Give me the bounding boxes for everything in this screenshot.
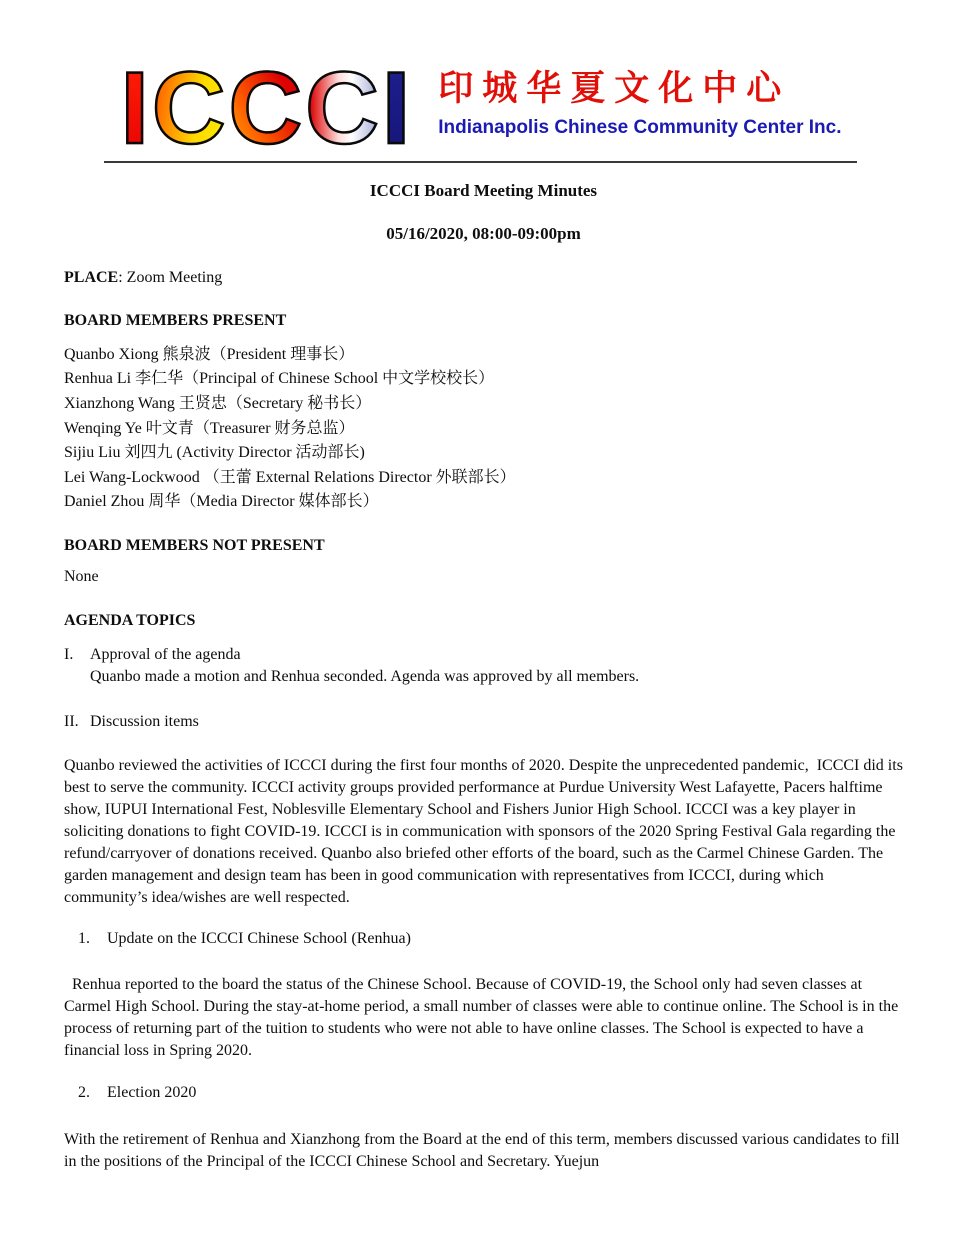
board-members-list [64, 343, 903, 515]
not-present-value: None [64, 567, 99, 585]
board-member-row: Renhua Li 李仁华（Principal of Chinese School 中文学校校长） [64, 370, 495, 388]
subitem-number: 1. [78, 929, 90, 947]
discussion-subitem-election [78, 1082, 903, 1104]
heading-board-members-present: BOARD MEMBERS PRESENT [64, 311, 287, 329]
agenda-item-body: Quanbo made a motion and Renhua seconded. Agenda was approved by all members. [90, 667, 640, 685]
board-member-row: Daniel Zhou 周华（Media Director 媒体部长） [64, 493, 379, 511]
meeting-datetime: 05/16/2020, 08:00-09:00pm [386, 223, 581, 243]
page-title: ICCCI Board Meeting Minutes [369, 180, 598, 200]
subitem-title: Election 2020 [107, 1083, 197, 1101]
place-label: PLACE [64, 268, 119, 286]
discussion-paragraph: Quanbo reviewed the activities of ICCCI during the first four months of 2020. Despite the unprecedented pandemic, ICCCI did its best to serve the community. ICCCI activity groups provided performance at Purdue University West Lafayette, Pacers halftime show, IUPUI International Fest, Noblesville Elementary School and Fishers Junior High School. ICCCI was a key player in soliciting donations to fight COVID-19. ICCCI is in communication with sponsors of the 2020 Spring Festival Gala regarding the refund/carryover of donations received. Quanbo also briefed other efforts of the board, such as the Carmel Chinese Garden. The garden management and design team has been in good communication with representatives from ICCCI, during which community’s idea/wishes are well respected. [64, 756, 907, 906]
place-value: : Zoom Meeting [118, 268, 223, 286]
logo-chinese-name: 印城华夏文化中心 [438, 69, 791, 108]
discussion-subitem-school [78, 928, 903, 950]
subitem-number: 2. [78, 1083, 90, 1101]
agenda-item-discussion [64, 711, 903, 733]
logo-letter-i2: I [381, 51, 412, 165]
board-member-row: Quanbo Xiong 熊泉波（President 理事长） [64, 345, 355, 363]
agenda-item-content [90, 644, 639, 688]
place-line [64, 268, 903, 288]
document-body [0, 181, 961, 1173]
agenda-item-title: Approval of the agenda [90, 645, 241, 663]
board-member-row: Sijiu Liu 刘四九 (Activity Director 活动部长) [64, 444, 365, 462]
iccci-logo-letters [120, 51, 413, 165]
agenda-item-number: II. [64, 712, 79, 730]
heading-agenda-topics: AGENDA TOPICS [64, 611, 196, 629]
board-member-row: Xianzhong Wang 王贤忠（Secretary 秘书长） [64, 395, 372, 413]
logo-text-block [438, 62, 841, 139]
logo-header [0, 0, 961, 163]
logo-letter-c3: C [305, 51, 380, 165]
board-member-row: Lei Wang-Lockwood （王蕾 External Relations Director 外联部长） [64, 468, 516, 486]
logo-letter-i1: I [120, 51, 150, 165]
logo-letter-c1: C [151, 51, 227, 165]
election-paragraph: With the retirement of Renhua and Xianzhong from the Board at the end of this term, members discussed various candidates to fill in the positions of the Principal of the ICCCI Chinese School and Secretary. Yuejun [64, 1130, 904, 1170]
board-member-row: Wenqing Ye 叶文青（Treasurer 财务总监） [64, 419, 355, 437]
iccci-logo [0, 51, 961, 165]
subitem-title: Update on the ICCCI Chinese School (Renhua) [107, 929, 411, 947]
heading-board-members-not-present: BOARD MEMBERS NOT PRESENT [64, 536, 325, 554]
agenda-item-number: I. [64, 645, 74, 663]
school-update-paragraph: Renhua reported to the board the status of the Chinese School. Because of COVID-19, the School only had seven classes at Carmel High School. During the stay-at-home period, a small number of classes were able to continue online. The School is in the process of returning part of the tuition to students who were not able to have online classes. The School is expected to have a financial loss in Spring 2020. [64, 975, 903, 1059]
agenda-item-approval [64, 644, 903, 688]
logo-letter-c2: C [228, 51, 304, 165]
agenda-item-title: Discussion items [90, 712, 199, 730]
logo-english-name: Indianapolis Chinese Community Center Inc. [438, 116, 842, 138]
